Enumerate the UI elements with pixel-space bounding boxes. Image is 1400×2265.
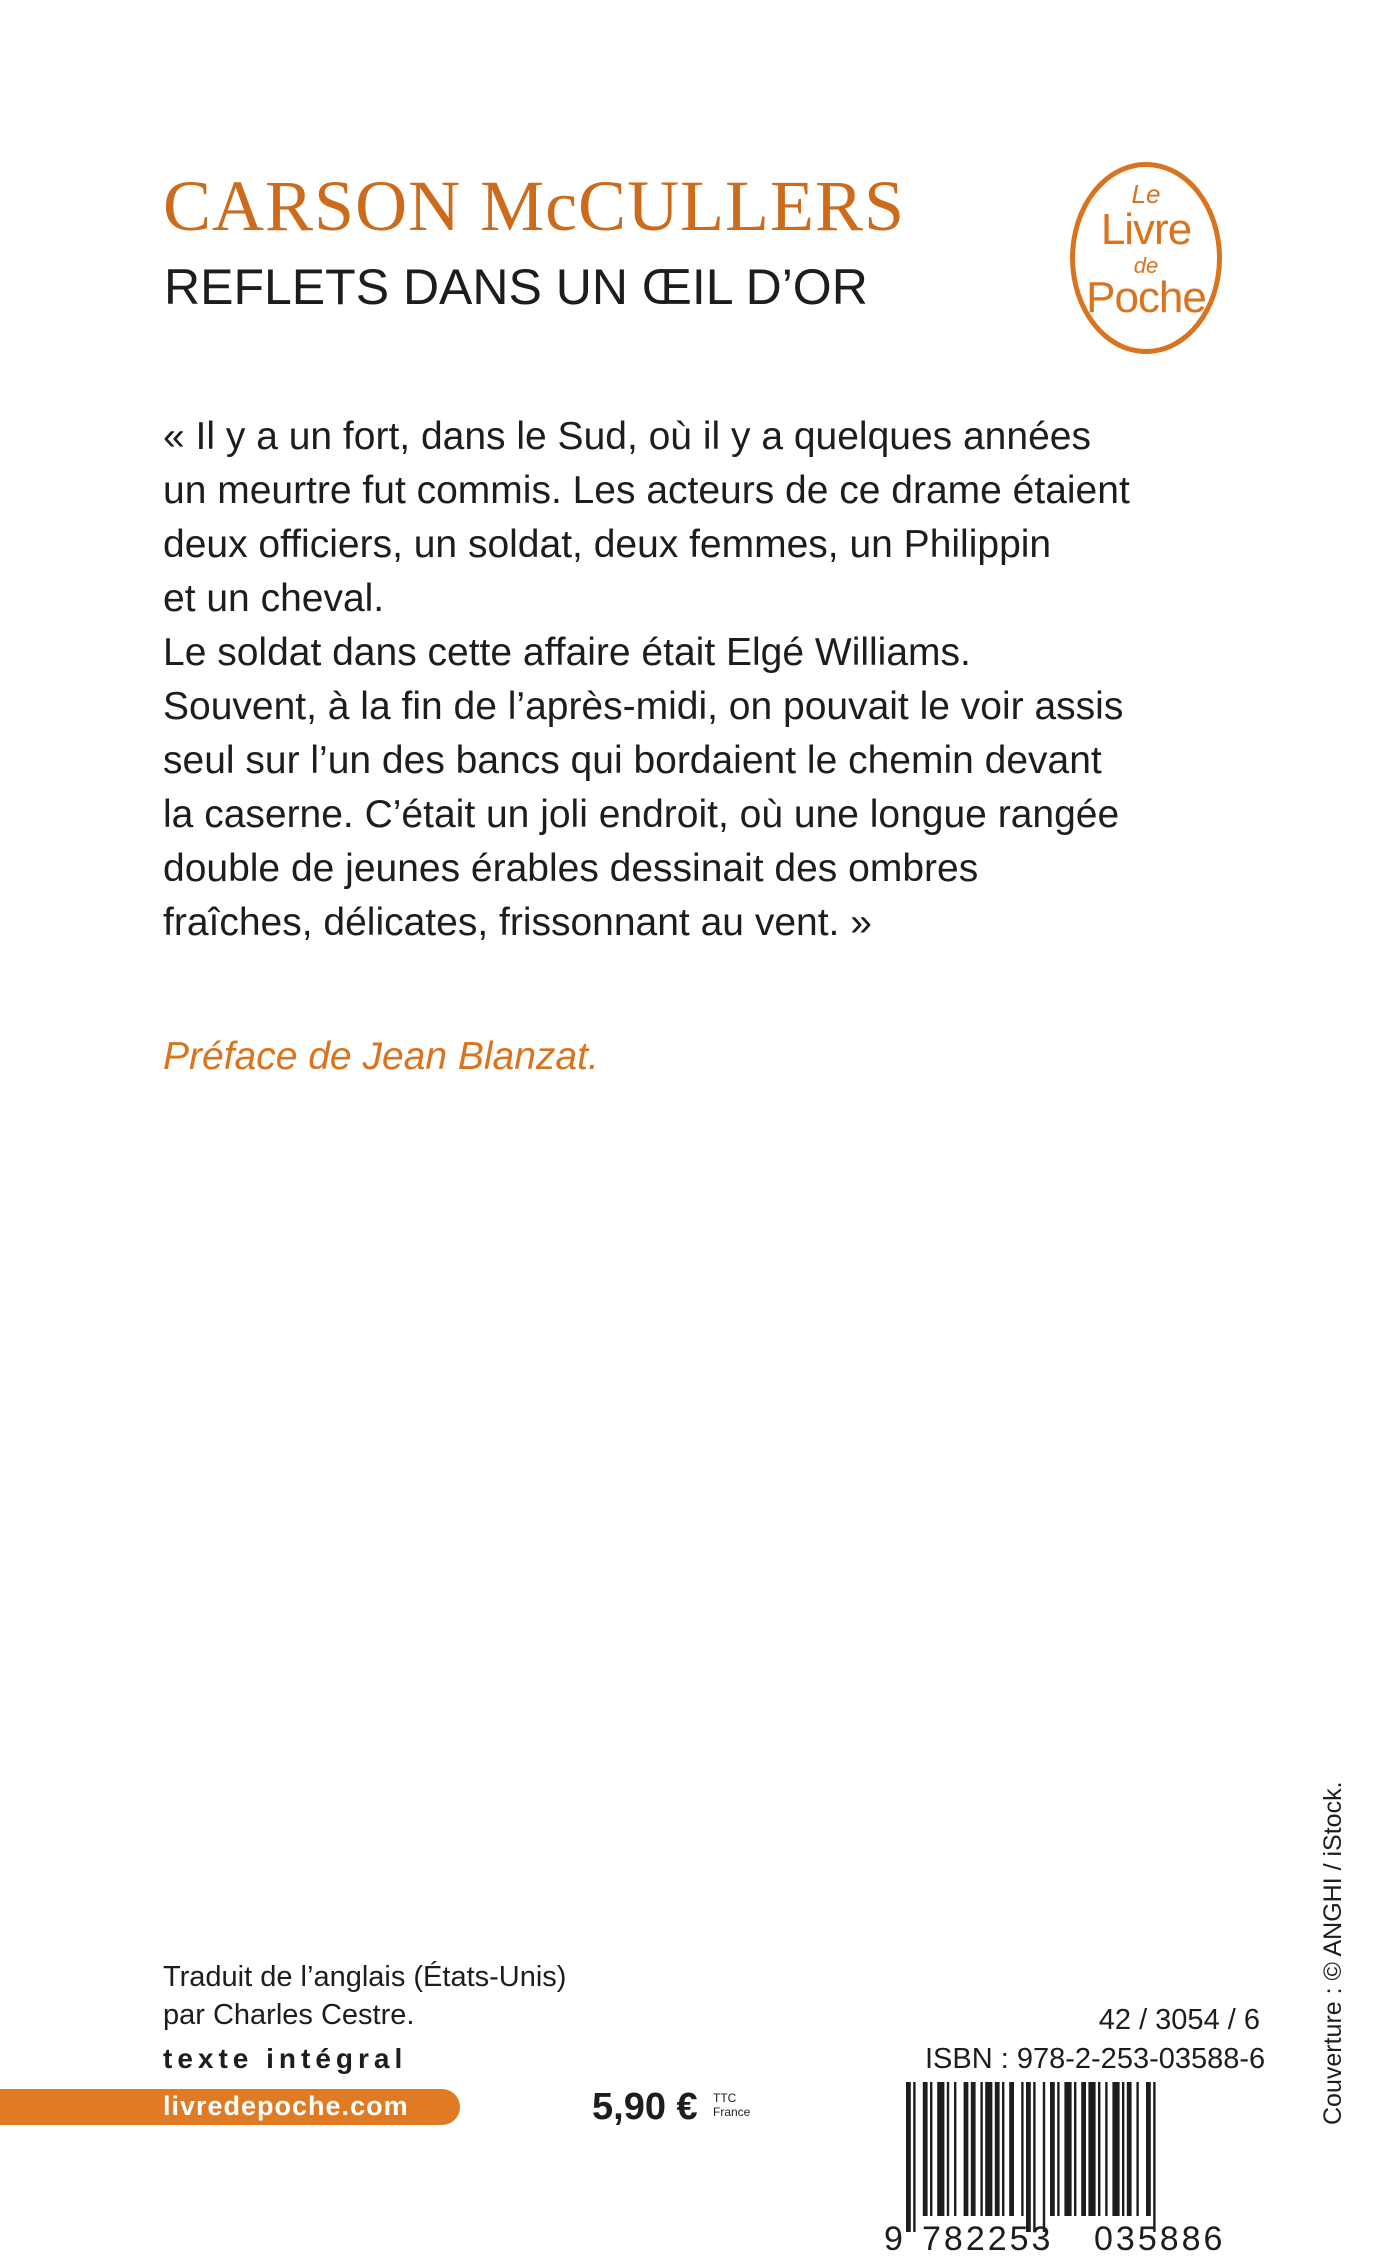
barcode-bar [1002,2082,1004,2216]
barcode-bar [1081,2082,1086,2216]
blurb-quote [163,410,1243,950]
edition-code: 42 / 3054 / 6 [1098,2004,1260,2036]
blurb-line: seul sur l’un des bancs qui bordaient le chemin devant [163,739,1102,782]
barcode-bar [985,2082,992,2216]
barcode-bar [1136,2082,1138,2216]
barcode-group-2: 035886 [1094,2220,1226,2254]
blurb-line: fraîches, délicates, frissonnant au vent. » [163,901,872,944]
translation-credit [163,1958,566,2034]
barcode-bar [1112,2082,1119,2216]
website-banner-text-wrap [0,2089,460,2125]
barcode-bar [1021,2082,1023,2216]
barcode-first-digit: 9 [884,2220,903,2254]
blurb-line: un meurtre fut commis. Les acteurs de ce drame étaient [163,469,1130,512]
barcode-bar [1026,2082,1031,2232]
barcode-bar [964,2082,969,2216]
barcode-bar [1033,2082,1035,2232]
barcode-group-1: 782253 [922,2220,1054,2254]
blurb-line: et un cheval. [163,577,385,620]
barcode-bar [1088,2082,1095,2216]
barcode-bar [1127,2082,1132,2216]
preface-credit: Préface de Jean Blanzat. [163,1035,599,1078]
price-note-ttc: TTC [713,2091,737,2105]
logo-poche: Poche [1086,273,1206,322]
barcode-bar [1098,2082,1100,2216]
logo-le: Le [1131,179,1161,209]
blurb-line: « Il y a un fort, dans le Sud, où il y a quelques années [163,415,1091,458]
blurb-line: la caserne. C’était un joli endroit, où une longue rangée [163,793,1120,836]
integral-text-label: texte intégral [163,2043,408,2074]
barcode-bar [923,2082,928,2216]
barcode-bar [947,2082,949,2216]
blurb-line: Souvent, à la fin de l’après-midi, on pouvait le voir assis [163,685,1124,728]
barcode [884,2082,1260,2254]
barcode-bar [913,2082,915,2232]
cover-credit: Couverture : © ANGHI / iStock. [1319,1781,1347,2125]
author-name: CARSON McCULLERS [163,166,906,246]
logo-livre: Livre [1100,205,1192,254]
barcode-bar [971,2082,976,2216]
book-title: REFLETS DANS UN ŒIL D’OR [164,259,868,315]
barcode-bar [1057,2082,1059,2216]
blurb-line: Le soldat dans cette affaire était Elgé Williams. [163,631,971,674]
barcode-bar [1105,2082,1107,2216]
publisher-logo [1070,162,1222,354]
isbn: ISBN : 978-2-253-03588-6 [925,2043,1266,2075]
logo-de: de [1133,253,1159,278]
barcode-bar [1009,2082,1014,2216]
barcode-bar [1122,2082,1124,2216]
translation-line: par Charles Cestre. [163,1999,415,2031]
barcode-bar [906,2082,911,2232]
barcode-bar [937,2082,944,2216]
price-note [713,2091,750,2119]
barcode-bar [1064,2082,1071,2216]
barcode-bars [906,2082,1156,2232]
price: 5,90 € [592,2086,698,2128]
blurb-line: deux officiers, un soldat, deux femmes, un Philippin [163,523,1052,566]
barcode-bar [1050,2082,1055,2216]
barcode-bar [980,2082,982,2216]
price-note-country: France [713,2105,751,2119]
barcode-bar [995,2082,1000,2216]
barcode-bar [1146,2082,1151,2216]
barcode-bar [930,2082,932,2216]
barcode-bar [1074,2082,1076,2216]
barcode-bar [954,2082,956,2216]
translation-line: Traduit de l’anglais (États-Unis) [163,1961,567,1993]
website-link[interactable]: livredepoche.com [163,2091,409,2121]
barcode-bar [1043,2082,1045,2232]
barcode-bar [1153,2082,1155,2232]
blurb-line: double de jeunes érables dessinait des ombres [163,847,979,890]
